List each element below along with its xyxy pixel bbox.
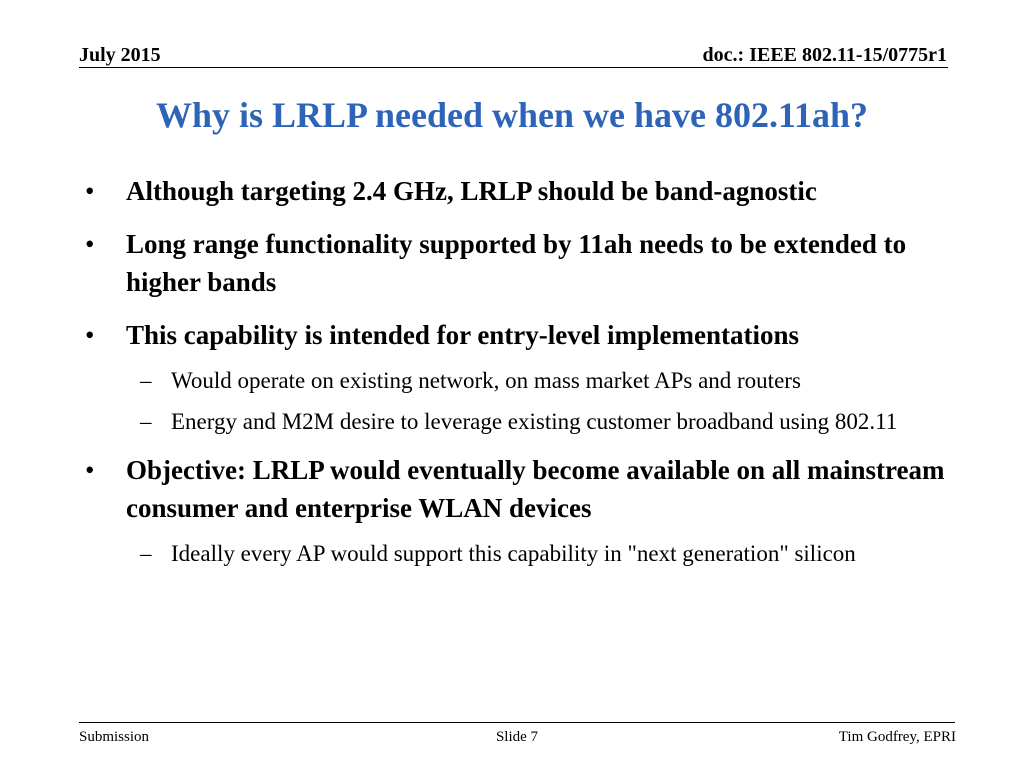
sub-bullet-text: Ideally every AP would support this capability in "next generation" silicon [171,541,856,566]
bullet-marker: • [85,455,95,485]
bullet-marker: • [85,320,95,350]
footer-submission: Submission [79,729,150,745]
bullet-text: Although targeting 2.4 GHz, LRLP should be band-agnostic [126,176,817,206]
footer-divider [79,722,955,723]
footer-author: Tim Godfrey, EPRI [838,729,956,745]
header-doc-id: doc.: IEEE 802.11-15/0775r1 [702,44,947,66]
sub-bullet-item [84,538,964,569]
sub-bullet-text: Would operate on existing network, on mass market APs and routers [171,368,801,393]
dash-marker: – [140,541,152,566]
bullet-text: This capability is intended for entry-level implementations [126,320,799,350]
bullet-text: Objective: LRLP would eventually become available on all mainstream consumer and enterprise WLAN devices [126,455,945,523]
bullet-item [84,451,964,527]
footer-slide-number: Slide 7 [495,729,539,745]
header-date: July 2015 [79,44,161,66]
dash-marker: – [140,409,152,434]
bullet-text: Long range functionality supported by 11ah needs to be extended to higher bands [126,229,907,297]
bullet-item [84,225,964,301]
bullet-marker: • [85,176,95,206]
dash-marker: – [140,368,152,393]
slide-body [84,172,964,583]
bullet-marker: • [85,229,95,259]
bullet-item [84,172,964,210]
sub-bullet-item [84,365,964,396]
bullet-item [84,316,964,354]
sub-bullet-item [84,406,964,437]
slide-title: Why is LRLP needed when we have 802.11ah? [155,95,869,135]
header-divider [79,67,948,68]
sub-bullet-text: Energy and M2M desire to leverage existing customer broadband using 802.11 [171,409,898,434]
